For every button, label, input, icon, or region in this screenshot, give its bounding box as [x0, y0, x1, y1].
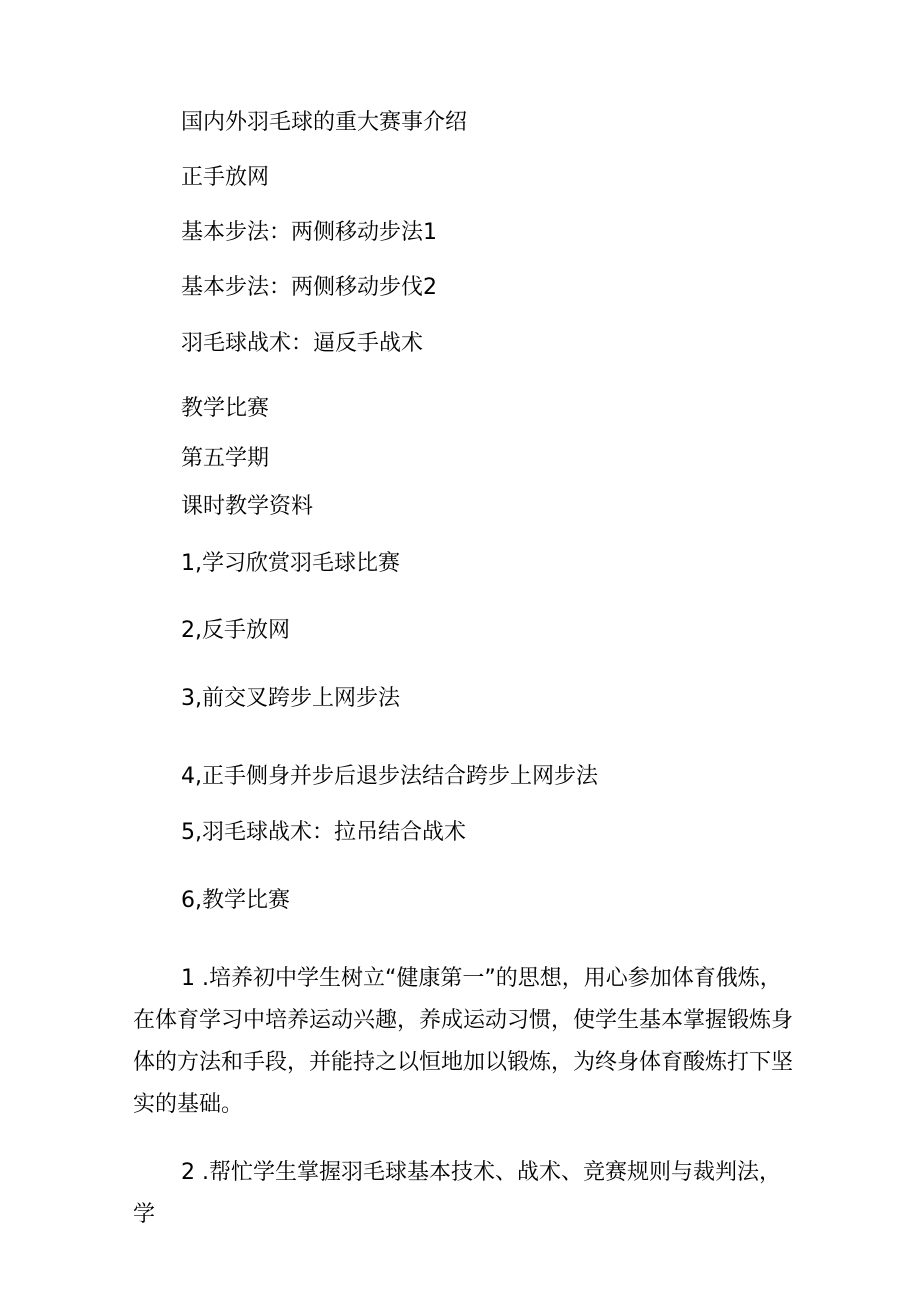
- list-item: 4,正手侧身并步后退步法结合跨步上网步法: [181, 764, 598, 789]
- list-item: 羽毛球战术：逼反手战术: [181, 331, 424, 356]
- body-paragraph: 1 .培养初中学生树立“健康第一”的思想，用心参加体育俄炼，在体育学习中培养运动兴趣，养成运动习惯，使学生基本掌握锻炼身体的方法和手段，并能持之以恒地加以锻炼，为终身体育酸炼打下坚实的基础。: [133, 966, 794, 1117]
- list-item: 基本步法：两侧移动步法1: [181, 220, 437, 245]
- list-item: 1,学习欣赏羽毛球比赛: [181, 551, 400, 576]
- section-heading: 课时教学资料: [181, 494, 314, 519]
- list-item: 2,反手放网: [181, 618, 290, 643]
- list-item: 基本步法：两侧移动步伐2: [181, 275, 437, 300]
- body-paragraph: 2 .帮忙学生掌握羽毛球基本技术、战术、竞赛规则与裁判法，学: [133, 1160, 781, 1227]
- list-item: 正手放网: [181, 165, 270, 190]
- section-heading: 教学比赛: [181, 396, 270, 421]
- list-item: 5,羽毛球战术：拉吊结合战术: [181, 820, 466, 845]
- list-item: 国内外羽毛球的重大赛事介绍: [181, 110, 468, 135]
- section-heading: 第五学期: [181, 446, 270, 471]
- list-item: 6,教学比赛: [181, 888, 290, 913]
- list-item: 3,前交叉跨步上网步法: [181, 686, 400, 711]
